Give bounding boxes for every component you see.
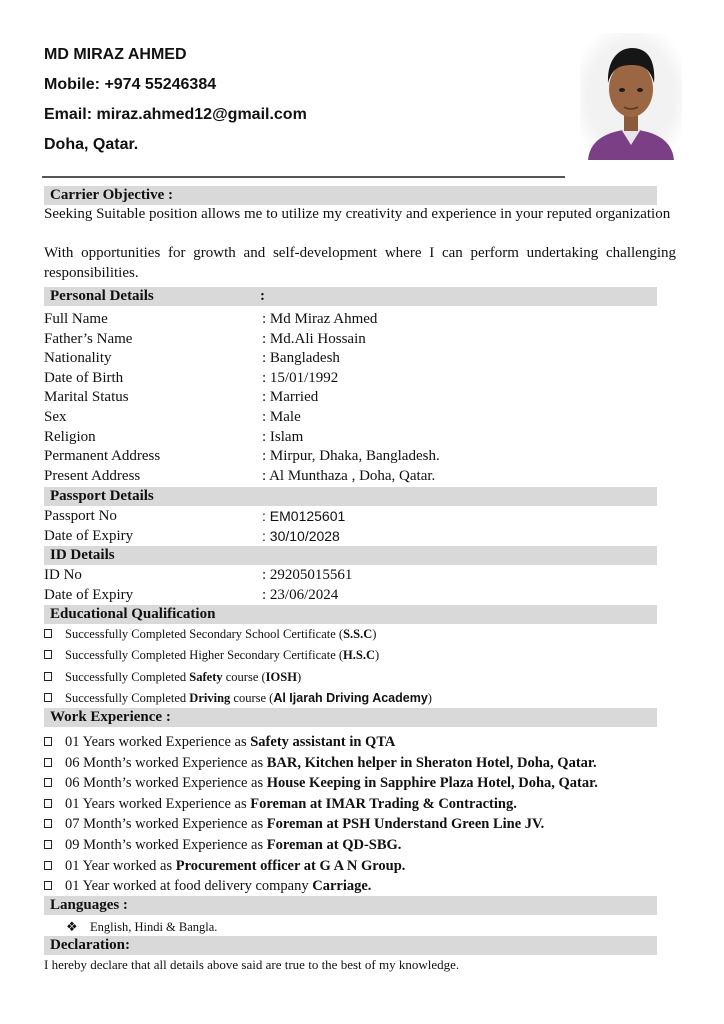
detail-row [44, 565, 664, 585]
objective-text-2: With opportunities for growth and self-development where I can perform undertaking challenging responsibilities. [44, 245, 676, 281]
bold-text: Foreman at IMAR Trading & Contracting. [250, 795, 517, 812]
checkbox-bullet-icon [44, 650, 52, 659]
section-work-experience: Work Experience : [44, 708, 657, 727]
checkbox-bullet-icon [44, 881, 52, 890]
email-address: Email: miraz.ahmed12@gmail.com [44, 106, 307, 123]
detail-value: : Mirpur, Dhaka, Bangladesh. [262, 448, 440, 465]
detail-row [44, 466, 664, 486]
section-educational-qualification: Educational Qualification [44, 605, 657, 624]
bold-text: House Keeping in Sapphire Plaza Hotel, Doha, Qatar. [266, 775, 598, 792]
list-item-text: Successfully Completed Secondary School Certificate (S.S.C) [65, 627, 377, 641]
detail-row [44, 446, 664, 466]
list-item-text: Successfully Completed Driving course (Al Ijarah Driving Academy) [65, 690, 432, 705]
checkbox-bullet-icon [44, 629, 52, 638]
detail-value: : Bangladesh [262, 350, 340, 367]
list-item-text: 01 Year worked at food delivery company Carriage. [65, 878, 372, 895]
section-passport-details: Passport Details [44, 487, 657, 506]
diamond-bullet-icon: ❖ [66, 919, 78, 934]
list-item-text: 09 Month’s worked Experience as Foreman at QD-SBG. [65, 837, 402, 853]
detail-value: : Md.Ali Hossain [262, 330, 366, 347]
detail-row [44, 348, 664, 368]
section-title: Personal Details [50, 288, 154, 304]
detail-label: ID No [44, 567, 82, 583]
list-item-text: Successfully Completed Safety course (IOSH) [65, 669, 302, 684]
header-divider [42, 176, 565, 178]
detail-row [44, 329, 664, 349]
checkbox-bullet-icon [44, 693, 52, 702]
bold-text: Safety [189, 669, 223, 684]
bold-text: S.S.C [343, 627, 373, 641]
language-text: English, Hindi & Bangla. [90, 920, 218, 934]
detail-row [44, 526, 664, 546]
bold-text: Carriage. [312, 878, 372, 895]
detail-label: Nationality [44, 350, 112, 367]
detail-label: Full Name [44, 311, 108, 327]
bold-text: Al Ijarah Driving Academy [273, 690, 428, 705]
section-personal-details [44, 287, 657, 306]
detail-label: Passport No [44, 508, 117, 524]
checkbox-bullet-icon [44, 861, 52, 870]
detail-label: Marital Status [44, 389, 129, 406]
bold-text: BAR, Kitchen helper in Sheraton Hotel, Doha, Qatar. [266, 754, 597, 771]
bold-text: H.S.C [343, 648, 375, 663]
profile-photo [580, 33, 682, 160]
section-declaration: Declaration: [44, 936, 657, 955]
detail-row [44, 506, 664, 526]
section-id-details: ID Details [44, 546, 657, 565]
detail-label: Date of Expiry [44, 587, 134, 603]
checkbox-bullet-icon [44, 672, 52, 681]
list-item-text: 06 Month’s worked Experience as House Keeping in Sapphire Plaza Hotel, Doha, Qatar. [65, 775, 598, 792]
detail-label: Present Address [44, 467, 141, 484]
detail-value: : 30/10/2028 [262, 528, 340, 544]
bold-text: Safety assistant in QTA [250, 734, 396, 750]
bold-text: Driving [189, 690, 231, 705]
detail-value: : Married [262, 389, 319, 406]
bold-text: Foreman at QD-SBG. [266, 837, 402, 853]
checkbox-bullet-icon [44, 758, 52, 767]
detail-label: Permanent Address [44, 448, 161, 465]
bold-text: Procurement officer at G A N Group. [175, 857, 406, 874]
detail-value: : 15/01/1992 [262, 369, 339, 386]
detail-row [44, 309, 664, 329]
section-colon: : [260, 288, 265, 304]
detail-value: : 29205015561 [262, 567, 353, 583]
detail-value: : Al Munthaza , Doha, Qatar. [262, 467, 436, 484]
detail-label: Father’s Name [44, 330, 133, 347]
detail-row [44, 387, 664, 407]
detail-row [44, 427, 664, 447]
section-carrier-objective: Carrier Objective : [44, 186, 657, 205]
list-item-text: 01 Years worked Experience as Safety assistant in QTA [65, 734, 396, 750]
list-item-text: 07 Month’s worked Experience as Foreman at PSH Understand Green Line JV. [65, 816, 545, 833]
bold-text: Foreman at PSH Understand Green Line JV. [266, 816, 545, 833]
detail-row [44, 585, 664, 605]
checkbox-bullet-icon [44, 819, 52, 828]
checkbox-bullet-icon [44, 737, 52, 746]
detail-row [44, 407, 664, 427]
objective-text-1: Seeking Suitable position allows me to utilize my creativity and experience in your reputed organization [44, 206, 671, 222]
list-item-text: 06 Month’s worked Experience as BAR, Kitchen helper in Sheraton Hotel, Doha, Qatar. [65, 754, 597, 771]
mobile-number: Mobile: +974 55246384 [44, 76, 217, 93]
list-item-text: 01 Years worked Experience as Foreman at IMAR Trading & Contracting. [65, 795, 517, 812]
detail-value: : Male [262, 409, 301, 425]
detail-value: : EM0125601 [262, 508, 346, 524]
detail-label: Date of Birth [44, 369, 124, 386]
location: Doha, Qatar. [44, 136, 139, 153]
detail-value: : Islam [262, 428, 304, 445]
detail-label: Sex [44, 409, 67, 425]
detail-label: Religion [44, 428, 96, 445]
detail-value: : Md Miraz Ahmed [262, 311, 378, 327]
declaration-text: I hereby declare that all details above said are true to the best of my knowledge. [44, 957, 460, 972]
list-item-text: 01 Year worked as Procurement officer at G A N Group. [65, 857, 406, 874]
detail-row [44, 368, 664, 388]
applicant-name: MD MIRAZ AHMED [44, 46, 187, 63]
detail-value: : 23/06/2024 [262, 587, 339, 603]
checkbox-bullet-icon [44, 840, 52, 849]
list-item-text: Successfully Completed Higher Secondary Certificate (H.S.C) [65, 648, 380, 663]
bold-text: IOSH [265, 669, 297, 684]
checkbox-bullet-icon [44, 778, 52, 787]
detail-label: Date of Expiry [44, 528, 134, 544]
section-languages: Languages : [44, 896, 657, 915]
checkbox-bullet-icon [44, 799, 52, 808]
